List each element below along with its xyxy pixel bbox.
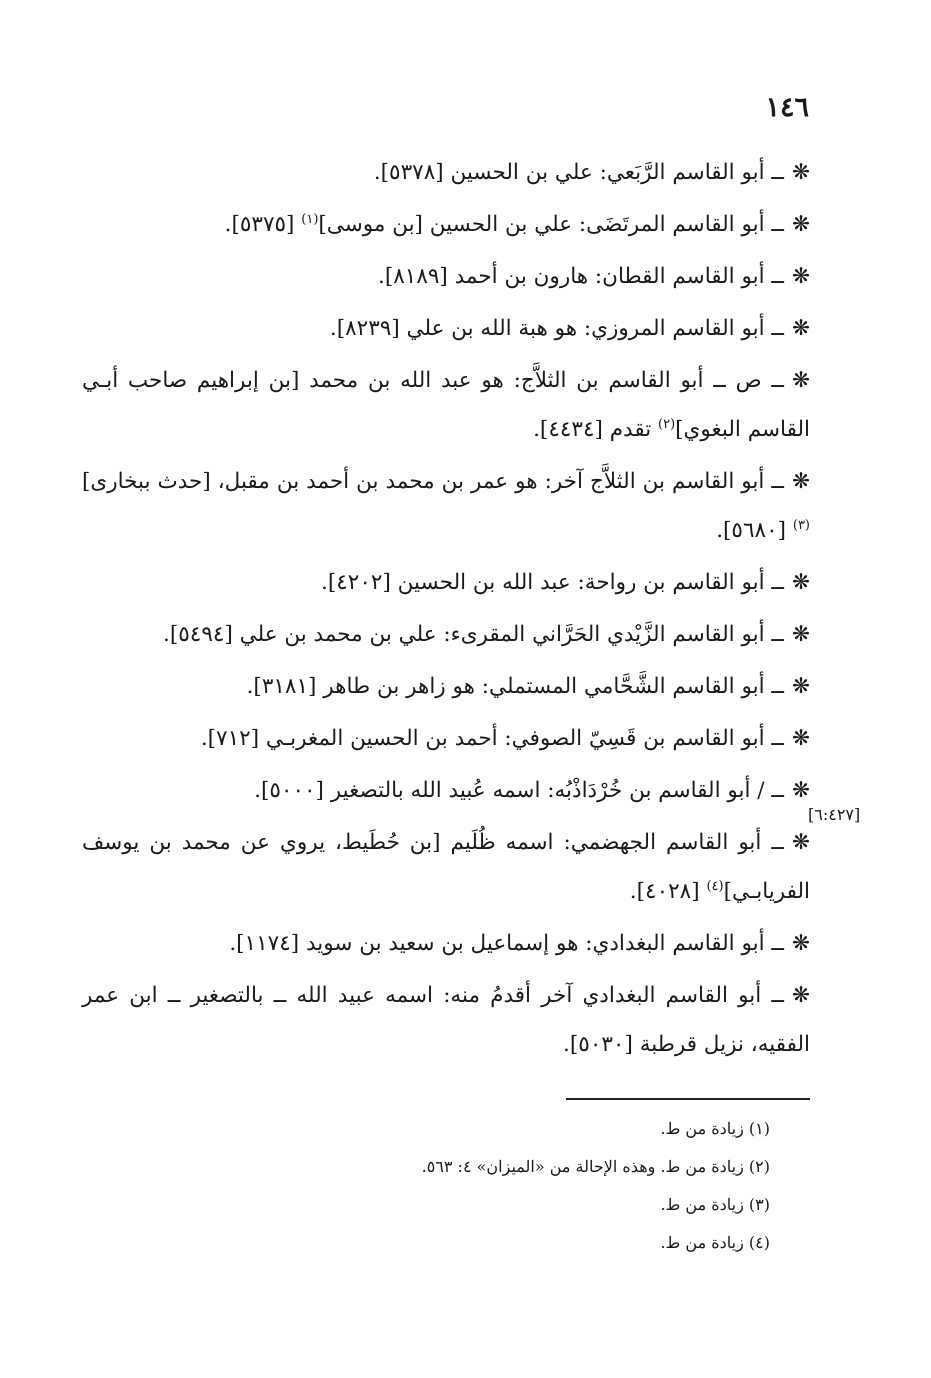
- asterisk-icon: ❋: [791, 778, 810, 803]
- entry: [82, 304, 810, 353]
- asterisk-icon: ❋: [791, 931, 810, 956]
- entry-text: ــ أبو القاسم المروزي: هو هبة الله بن علي [٨٢٣٩].: [329, 316, 784, 341]
- entry-text: ــ أبو القاسم الرَّبَعي: علي بن الحسين [٥٣٧٨].: [373, 160, 784, 185]
- footnote: (٢) زيادة من ط. وهذه الإحالة من «الميزان» ٤: ٥٦٣.: [421, 1157, 770, 1176]
- entry: [82, 662, 810, 711]
- entry-text: ــ أبو القاسم البغدادي آخر أقدمُ منه: اسمه عبيد الله ــ بالتصغير ــ ابن عمر الفقيه، نزيل قرطبة [٥٠٣٠].: [82, 983, 810, 1057]
- entry-text-cont: [٥٦٨٠].: [716, 518, 793, 543]
- footnote: (٣) زيادة من ط.: [660, 1195, 770, 1214]
- entry-text: ــ / أبو القاسم بن خُرْدَاذْبُه: اسمه عُبيد الله بالتصغير [٥٠٠٠].: [254, 778, 784, 803]
- entry-text-cont: [٥٣٧٥].: [224, 212, 302, 237]
- entry: [82, 610, 810, 659]
- asterisk-icon: ❋: [791, 469, 810, 494]
- footnote-marker: (٣): [792, 517, 810, 533]
- entry: [82, 818, 810, 916]
- asterisk-icon: ❋: [791, 674, 810, 699]
- asterisk-icon: ❋: [791, 316, 810, 341]
- page-number: ١٤٦: [765, 92, 809, 123]
- footnote-divider: [566, 1098, 810, 1100]
- footnote-marker: (١): [301, 211, 319, 227]
- entry-text: ــ أبو القاسم الزَّيْدي الحَرَّاني المقرىء: علي بن محمد بن علي [٥٤٩٤].: [163, 622, 784, 647]
- footnote: (٤) زيادة من ط.: [660, 1233, 770, 1252]
- entry: [82, 558, 810, 607]
- asterisk-icon: ❋: [791, 160, 810, 185]
- entry-text: ــ أبو القاسم القطان: هارون بن أحمد [٨١٨٩].: [377, 264, 784, 289]
- entry-text: ــ أبو القاسم الشَّحَّامي المستملي: هو زاهر بن طاهر [٣١٨١].: [246, 674, 784, 699]
- entry-text-cont: تقدم [٤٤٣٤].: [533, 417, 659, 442]
- entry-list: [82, 148, 810, 1072]
- entry-text-cont: [٤٠٢٨].: [629, 879, 707, 904]
- footnotes: [290, 1110, 810, 1262]
- footnote-marker: (٤): [706, 878, 724, 894]
- entry: [82, 971, 810, 1069]
- entry-text: ــ أبو القاسم بن قَسِيّ الصوفي: أحمد بن الحسين المغربـي [٧١٢].: [200, 726, 784, 751]
- entry-text: ــ أبو القاسم بن رواحة: عبد الله بن الحسين [٤٢٠٢].: [321, 570, 784, 595]
- entry: [82, 356, 810, 454]
- entry-text: ــ ص ــ أبو القاسم بن الثلاَّج: هو عبد الله بن محمد [بن إبراهيم صاحب أبـي القاسم البغوي]: [82, 368, 810, 442]
- asterisk-icon: ❋: [791, 212, 810, 237]
- asterisk-icon: ❋: [791, 368, 810, 393]
- entry-text: ــ أبو القاسم البغدادي: هو إسماعيل بن سعيد بن سويد [١١٧٤].: [229, 931, 784, 956]
- entry: [82, 252, 810, 301]
- entry-text: ــ أبو القاسم الجهضمي: اسمه ظُلَيم [بن حُطَيط، يروي عن محمد بن يوسف الفريابـي]: [82, 830, 810, 904]
- footnote-marker: (٢): [658, 416, 676, 432]
- entry-text: ــ أبو القاسم بن الثلاَّج آخر: هو عمر بن محمد بن أحمد بن مقبل، [حدث ببخارى]: [82, 469, 784, 494]
- asterisk-icon: ❋: [791, 570, 810, 595]
- entry: [82, 766, 810, 815]
- entry: [82, 714, 810, 763]
- entry-text: ــ أبو القاسم المرتَضَى: علي بن الحسين [بن موسى]: [318, 212, 784, 237]
- entry: [82, 148, 810, 197]
- entry: [82, 457, 810, 555]
- footnote: (١) زيادة من ط.: [660, 1119, 770, 1138]
- entry: [82, 200, 810, 249]
- entry: [82, 919, 810, 968]
- asterisk-icon: ❋: [791, 983, 810, 1008]
- asterisk-icon: ❋: [791, 622, 810, 647]
- asterisk-icon: ❋: [791, 264, 810, 289]
- margin-reference: [٦:٤٢٧]: [808, 805, 861, 824]
- asterisk-icon: ❋: [791, 830, 810, 855]
- asterisk-icon: ❋: [791, 726, 810, 751]
